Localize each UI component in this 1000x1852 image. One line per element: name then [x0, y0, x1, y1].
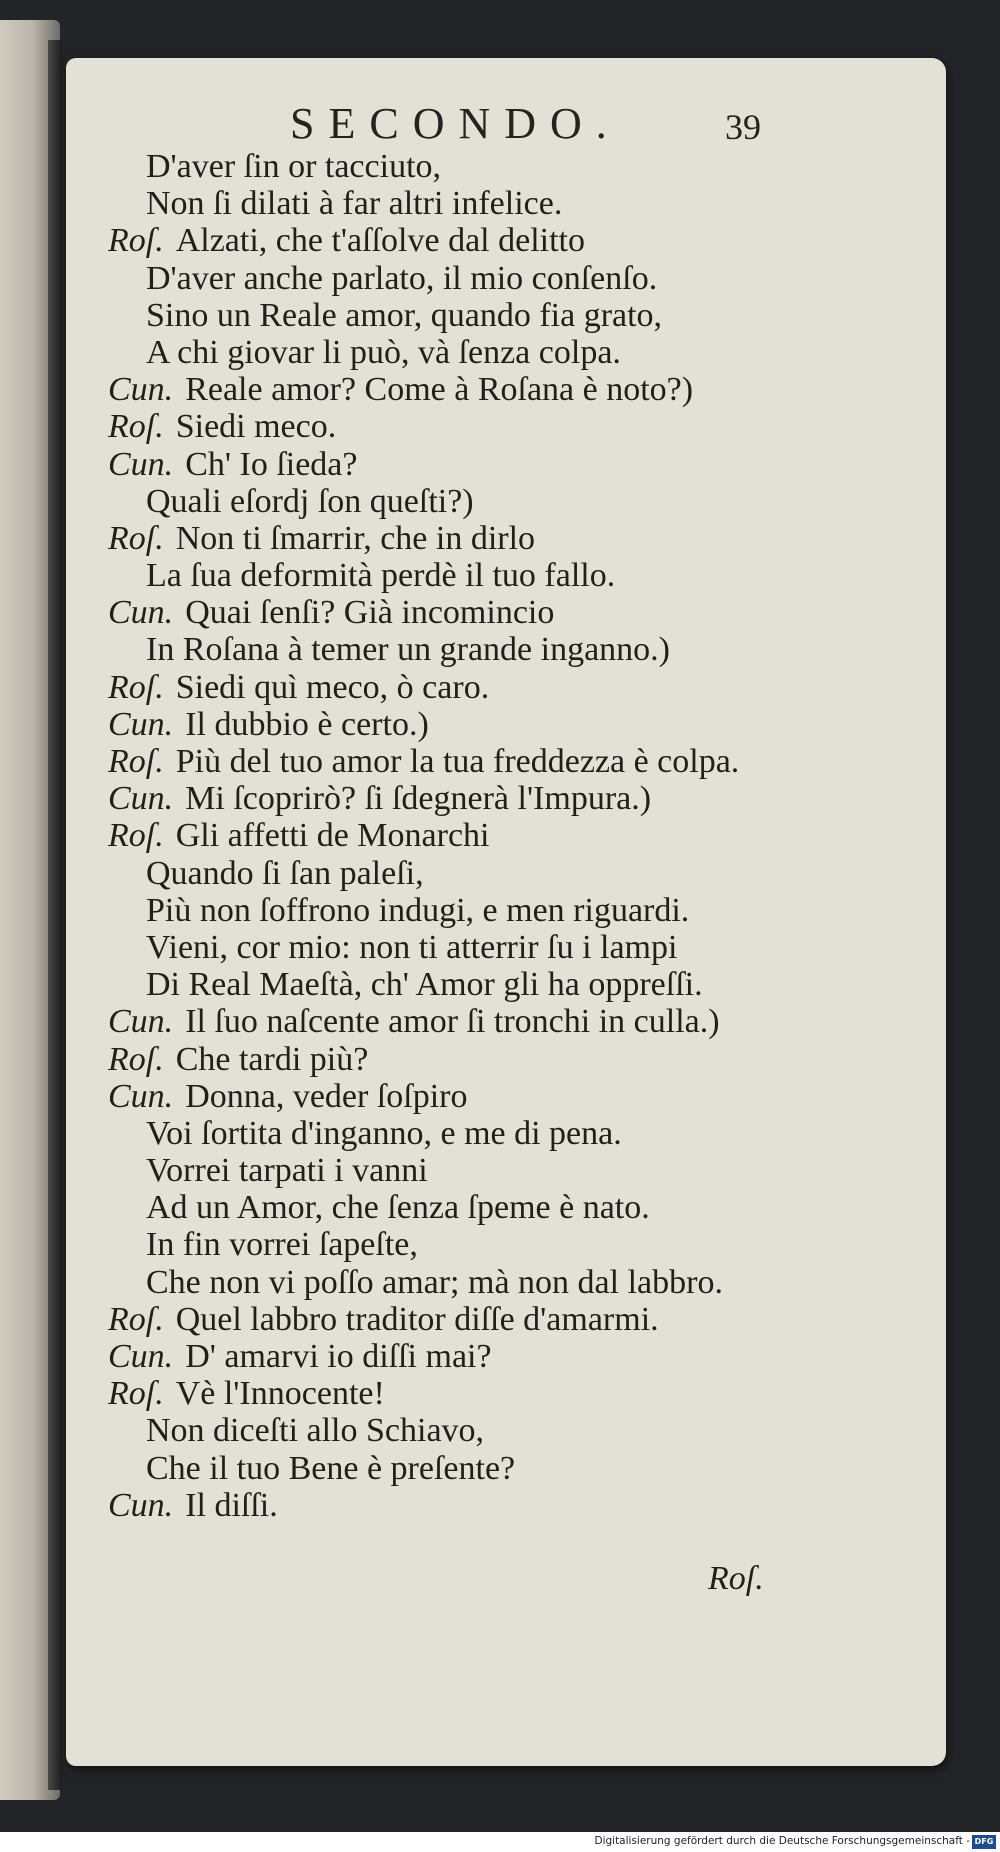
- line-text: D'aver ſin or tacciuto,: [146, 148, 442, 185]
- text-line: [108, 1338, 828, 1375]
- line-text: Sino un Reale amor, quando fia grato,: [146, 296, 663, 334]
- text-line: [108, 1152, 828, 1189]
- text-line: [108, 557, 828, 594]
- text-line: [108, 743, 828, 780]
- speaker-label: Roſ.: [108, 1040, 164, 1078]
- speaker-label: Roſ.: [108, 743, 164, 780]
- line-text: Siedi quì meco, ò caro.: [175, 668, 490, 706]
- line-text: Non ſi dilati à far altri infelice.: [146, 185, 563, 223]
- speaker-label: Cun.: [108, 1338, 174, 1375]
- line-text: Che tardi più?: [175, 1040, 369, 1078]
- text-line: [108, 483, 828, 520]
- text-line: [108, 148, 828, 185]
- line-text: Il diſſi.: [185, 1486, 278, 1524]
- text-line: [108, 1301, 828, 1338]
- text-line: [108, 594, 828, 631]
- text-line: [108, 1115, 828, 1152]
- speaker-label: Cun.: [108, 371, 174, 409]
- text-line: [108, 1487, 828, 1524]
- speaker-label: Cun.: [108, 594, 174, 632]
- text-line: [108, 669, 828, 706]
- line-text: In fin vorrei ſapeſte,: [146, 1226, 418, 1264]
- text-line: [108, 1226, 828, 1263]
- text-line: [108, 1375, 828, 1412]
- text-line: [108, 1003, 828, 1040]
- line-text: Ch' Io ſieda?: [185, 445, 358, 483]
- catchword: Roſ.: [708, 1559, 764, 1597]
- text-line: [108, 855, 828, 892]
- text-line: [108, 817, 828, 854]
- line-text: Più del tuo amor la tua freddezza è colpa.: [175, 743, 740, 780]
- line-text: Vorrei tarpati i vanni: [146, 1152, 428, 1190]
- page-number: 39: [725, 107, 761, 147]
- line-text: Siedi meco.: [175, 408, 337, 446]
- line-text: D'aver anche parlato, il mio conſenſo.: [146, 259, 658, 297]
- line-text: Reale amor? Come à Roſana è noto?): [185, 371, 694, 409]
- line-text: In Roſana à temer un grande inganno.): [146, 631, 670, 669]
- text-line: [108, 1264, 828, 1301]
- text-line: [108, 222, 828, 259]
- speaker-label: Cun.: [108, 445, 174, 483]
- running-title: SECONDO.: [290, 99, 621, 148]
- text-line: [108, 780, 828, 817]
- speaker-label: Roſ.: [108, 817, 164, 855]
- text-line: [108, 520, 828, 557]
- text-line: [108, 260, 828, 297]
- line-text: Il ſuo naſcente amor ſi tronchi in culla.): [185, 1003, 720, 1041]
- line-text: Mi ſcoprirò? ſi ſdegnerà l'Impura.): [185, 780, 652, 818]
- digitization-footer: [0, 1832, 1000, 1852]
- text-line: [108, 1412, 828, 1449]
- line-text: Quai ſenſi? Già incomincio: [185, 594, 555, 632]
- line-text: Alzati, che t'aſſolve dal delitto: [175, 222, 585, 260]
- line-text: Di Real Maeſtà, ch' Amor gli ha oppreſſi.: [146, 966, 703, 1004]
- text-line: [108, 706, 828, 743]
- line-text: Vieni, cor mio: non ti atterrir ſu i lampi: [146, 928, 678, 966]
- text-line: [108, 929, 828, 966]
- line-text: Che non vi poſſo amar; mà non dal labbro.: [146, 1263, 723, 1301]
- line-text: Donna, veder ſoſpiro: [185, 1077, 468, 1115]
- speaker-label: Roſ.: [108, 1375, 164, 1413]
- speaker-label: Cun.: [108, 780, 174, 818]
- line-text: A chi giovar li può, và ſenza colpa.: [146, 333, 621, 371]
- line-text: Voi ſortita d'inganno, e me di pena.: [146, 1114, 622, 1152]
- text-line: [108, 334, 828, 371]
- line-text: Vè l'Innocente!: [175, 1375, 385, 1413]
- line-text: Non diceſti allo Schiavo,: [146, 1412, 485, 1450]
- text-line: [108, 1189, 828, 1226]
- text-line: [108, 297, 828, 334]
- speaker-label: Roſ.: [108, 222, 164, 260]
- text-line: [108, 966, 828, 1003]
- play-text: [108, 148, 828, 1597]
- gutter-shadow: [48, 40, 62, 1790]
- text-line: [108, 446, 828, 483]
- speaker-label: Roſ.: [108, 519, 164, 557]
- speaker-label: Cun.: [108, 705, 174, 743]
- text-line: [108, 892, 828, 929]
- text-line: [108, 1041, 828, 1078]
- line-text: Ad un Amor, che ſenza ſpeme è nato.: [146, 1189, 650, 1227]
- footer-credit: Digitalisierung gefördert durch die Deutsche Forschungsgemeinschaft -: [594, 1835, 970, 1847]
- text-line: [108, 1078, 828, 1115]
- line-text: Non ti ſmarrir, che in dirlo: [175, 519, 536, 557]
- line-text: Il dubbio è certo.): [185, 705, 429, 743]
- speaker-label: Cun.: [108, 1486, 174, 1524]
- text-line: [108, 185, 828, 222]
- line-text: Che il tuo Bene è preſente?: [146, 1449, 516, 1487]
- line-text: Quando ſi ſan paleſi,: [146, 854, 424, 892]
- text-line: [108, 408, 828, 445]
- line-text: Quali eſordj ſon queſti?): [146, 482, 474, 520]
- line-text: Gli affetti de Monarchi: [175, 817, 490, 855]
- speaker-label: Cun.: [108, 1003, 174, 1041]
- line-text: Quel labbro traditor diſſe d'amarmi.: [175, 1300, 659, 1338]
- dfg-logo: DFG: [972, 1835, 996, 1849]
- speaker-label: Roſ.: [108, 1300, 164, 1338]
- text-line: [108, 631, 828, 668]
- speaker-label: Cun.: [108, 1077, 174, 1115]
- speaker-label: Roſ.: [108, 668, 164, 706]
- line-text: La ſua deformità perdè il tuo fallo.: [146, 557, 616, 595]
- line-text: D' amarvi io diſſi mai?: [185, 1338, 492, 1375]
- text-line: [108, 1450, 828, 1487]
- speaker-label: Roſ.: [108, 408, 164, 446]
- text-line: [108, 371, 828, 408]
- line-text: Più non ſoffrono indugi, e men riguardi.: [146, 891, 690, 929]
